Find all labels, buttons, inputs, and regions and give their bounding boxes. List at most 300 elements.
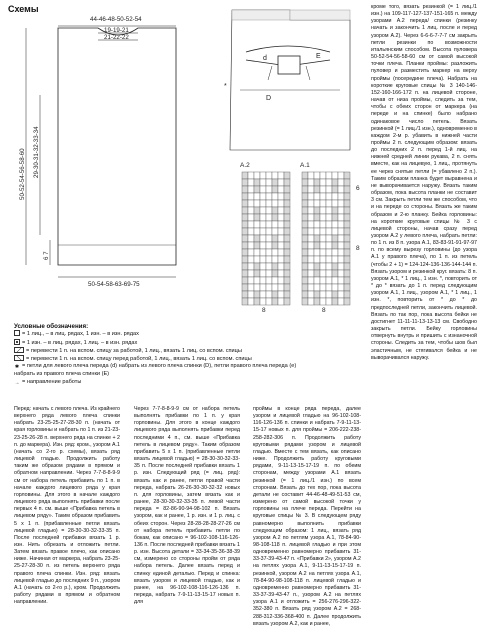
chart-cell — [332, 214, 338, 221]
chart-cell — [248, 172, 254, 179]
chart-cell — [326, 277, 332, 284]
chart-cell — [242, 193, 248, 200]
chart-cell — [320, 228, 326, 235]
chart-cell — [308, 200, 314, 207]
chart-cell — [338, 193, 344, 200]
chart-cell — [260, 256, 266, 263]
chart-cell — [248, 235, 254, 242]
chart-cell — [344, 291, 350, 298]
schemes-title: Схемы — [8, 4, 39, 14]
chart-cell — [260, 200, 266, 207]
chart-cell — [248, 270, 254, 277]
chart-cell — [308, 172, 314, 179]
chart-cell — [254, 277, 260, 284]
chart-cell — [302, 172, 308, 179]
chart-cell — [278, 298, 284, 305]
chart-cell — [242, 270, 248, 277]
chart-cell — [260, 221, 266, 228]
chart-cell — [284, 291, 290, 298]
chart-cell — [278, 277, 284, 284]
chart-cell — [242, 172, 248, 179]
chart-cell — [272, 256, 278, 263]
chart-cell — [338, 207, 344, 214]
chart-cell — [338, 256, 344, 263]
chart-cell — [314, 228, 320, 235]
chart-cell — [242, 263, 248, 270]
chart-cell — [278, 193, 284, 200]
chart-cell — [278, 186, 284, 193]
chart-cell — [272, 270, 278, 277]
instructions-column-1: Перед: начать с левого плеча. Из крайнего верхнего ряда левого плеча спинки набрать 23-25-25-27-28-30 п. (начать от края горловины и набрать по 1 п. из 21-23-23-25-26-28 п. верхнего ряда на спинке + 2 п. до маркера). Изн. ряд: кром., узором А.1 (начать со 2-го р. схемы), вязать ряд лицевой гладью. Продолжить работу таким же образом рядами в прямом и обратном направлении. Через 7-7-8-8-9-9 см от набора петель прибавить по 1 п. в начале каждого лицевого ряда у края горловины. Для этого в начале каждого лицевого ряда выполнять прибавки после первых 4 п. см. выше «Прибавка петель в лицевом ряду». Таким образом прибавить 5 х 1 п. (прибавленные петли вязать лицевой гладью) = 28-30-30-32-33-35 п. После последней прибавки вязать 1 р. изн. Нить обрезать и отложить петли. Затем вязать правое плечо, как описано ниже. Начиная от маркера, набрать 23-25-25-27-28-30 п. из петель верхнего ряда правого плеча спинки. Изн. ряд: вязать лицевой гладью до последних 9 п., узором А.1 (начать со 2-го р.), кром. Продолжить работу рядами в прямом и обратном направлении. — [14, 406, 120, 606]
chart-cell — [278, 228, 284, 235]
chart-cell — [302, 249, 308, 256]
yoke-label-e: E — [316, 53, 321, 60]
chart-cell — [266, 214, 272, 221]
chart-cell — [320, 284, 326, 291]
chart-cell — [308, 235, 314, 242]
chart-cell — [326, 270, 332, 277]
chart-cell — [308, 256, 314, 263]
chart-cell — [278, 214, 284, 221]
chart-cell — [332, 284, 338, 291]
chart-cell — [266, 221, 272, 228]
chart-cell — [272, 242, 278, 249]
chart-cell — [242, 249, 248, 256]
chart-a2-width: 8 — [262, 307, 266, 314]
chart-cell — [260, 193, 266, 200]
chart-cell — [302, 277, 308, 284]
chart-cell — [266, 172, 272, 179]
chart-cell — [320, 242, 326, 249]
chart-cell — [332, 221, 338, 228]
chart-cell — [320, 298, 326, 305]
chart-cell — [326, 235, 332, 242]
chart-cell — [314, 214, 320, 221]
chart-cell — [242, 179, 248, 186]
bottom-width: 50-54-58-63-69-75 — [88, 281, 140, 288]
top-measure: 44-46-48-50-52-54 — [90, 16, 142, 23]
chart-cell — [338, 284, 344, 291]
instructions-column-3: проймы в конце ряда переда, далее узором и лицевой гладью на 96-102-108-116-126-136 п. спинки и набрать 7-9-11-13-15-17 новых п. для проймы = 206-222-238-258-282-306 п. Продолжить работу круговыми рядами узором и лицевой гладью. Вместе с тем вязать, как описано ниже. Продолжить работу круговыми рядами, 9-11-13-15-17-19 п. по обеим сторонам, между узорами А.1 вязать резинкой (= 1 лиц./1 изн.) по всем сторонам. Вязать до тех пор, пока высота детали не составит 44-46-48-49-51-53 см, измерено от самой высокой точки у горловины на плече переда. Перейти на круговые спицы № 3. В следующем ряду равномерно выполнить прибавки следующим образом: 1 лиц., вязать ряд узором А.2 по петлям узора А.1, 78-84-90-98-108-118 п. лицевой гладью и при этом одновременно равномерно прибавить 31-33-37-39-43-47 п. «Прибавки 2», узором А.2 на петлях узора А.1, 9-11-13-15-17-19 п. резинкой, узором А.2 на петлях узора А.1, 78-84-90-98-108-118 п. лицевой гладью и одновременно равномерно прибавить 31-33-37-39-43-47 п., узором А.2 на петлях узора А.1 и отложить = 256-276-296-322-352-380 п. Вязать ряд узором А.2 = 268-288-312-336-368-400 п. Далее продолжить вязать узором А.2, как и ранее, — [253, 406, 361, 627]
chart-cell — [242, 200, 248, 207]
chart-cell — [272, 186, 278, 193]
chart-cell — [260, 298, 266, 305]
arrow-right-icon: → — [14, 379, 20, 386]
chart-cell — [338, 298, 344, 305]
chart-cell — [242, 277, 248, 284]
chart-cell — [254, 214, 260, 221]
chart-cell — [248, 186, 254, 193]
chart-cell — [254, 235, 260, 242]
chart-cell — [344, 284, 350, 291]
chart-cell — [326, 221, 332, 228]
chart-cell — [326, 256, 332, 263]
chart-cell — [332, 172, 338, 179]
chart-cell — [254, 270, 260, 277]
chart-cell — [248, 200, 254, 207]
chart-cell — [320, 256, 326, 263]
chart-cell — [266, 277, 272, 284]
chart-cell — [332, 263, 338, 270]
cable-front-icon — [14, 355, 24, 361]
chart-cell — [344, 186, 350, 193]
chart-cell — [344, 228, 350, 235]
chart-cell — [314, 270, 320, 277]
chart-cell — [266, 242, 272, 249]
chart-cell — [242, 298, 248, 305]
chart-cell — [254, 221, 260, 228]
chart-cell — [332, 228, 338, 235]
chart-cell — [320, 214, 326, 221]
chart-cell — [278, 235, 284, 242]
chart-cell — [272, 221, 278, 228]
chart-cell — [260, 228, 266, 235]
chart-cell — [314, 179, 320, 186]
chart-cell — [260, 214, 266, 221]
chart-cell — [314, 277, 320, 284]
chart-cell — [326, 193, 332, 200]
chart-a1-width: 8 — [322, 307, 326, 314]
neck-measure-1: 19-19-21 — [104, 27, 129, 34]
chart-cell — [248, 277, 254, 284]
chart-cell — [272, 172, 278, 179]
chart-cell — [308, 228, 314, 235]
chart-cell — [284, 298, 290, 305]
chart-cell — [266, 179, 272, 186]
chart-cell — [308, 249, 314, 256]
chart-cell — [260, 207, 266, 214]
chart-cell — [260, 186, 266, 193]
chart-cell — [302, 235, 308, 242]
chart-cell — [338, 186, 344, 193]
chart-cell — [302, 179, 308, 186]
legend-title: Условные обозначения: — [14, 323, 89, 330]
chart-cell — [332, 207, 338, 214]
chart-cell — [332, 186, 338, 193]
chart-cell — [308, 179, 314, 186]
chart-cell — [284, 249, 290, 256]
chart-cell — [320, 179, 326, 186]
chart-cell — [344, 249, 350, 256]
chart-cell — [242, 228, 248, 235]
chart-cell — [284, 256, 290, 263]
chart-cell — [272, 214, 278, 221]
chart-cell — [326, 298, 332, 305]
chart-cell — [284, 172, 290, 179]
chart-cell — [278, 270, 284, 277]
chart-cell — [242, 284, 248, 291]
chart-a1-grid — [302, 172, 350, 305]
chart-cell — [326, 249, 332, 256]
chart-cell — [278, 263, 284, 270]
chart-cell — [302, 284, 308, 291]
chart-cell — [284, 284, 290, 291]
chart-cell — [332, 193, 338, 200]
chart-cell — [308, 263, 314, 270]
chart-cell — [332, 249, 338, 256]
legend-item-pickup: ✱ = петли для левого плеча переда (d) набрать из левого плеча спинки (D), петли правого плеча переда (e) набрать из правого плеча спинки (E) — [14, 363, 297, 378]
chart-cell — [320, 200, 326, 207]
chart-cell — [272, 179, 278, 186]
chart-cell — [272, 235, 278, 242]
chart-cell — [314, 200, 320, 207]
cable-back-icon — [14, 347, 24, 353]
chart-cell — [326, 284, 332, 291]
chart-cell — [272, 263, 278, 270]
chart-cell — [278, 207, 284, 214]
chart-cell — [320, 291, 326, 298]
chart-cell — [302, 207, 308, 214]
chart-cell — [260, 242, 266, 249]
chart-cell — [320, 235, 326, 242]
chart-cell — [302, 256, 308, 263]
chart-cell — [266, 270, 272, 277]
chart-cell — [344, 242, 350, 249]
chart-cell — [266, 249, 272, 256]
chart-cell — [284, 228, 290, 235]
chart-cell — [260, 277, 266, 284]
chart-cell — [260, 263, 266, 270]
chart-cell — [254, 207, 260, 214]
chart-cell — [284, 221, 290, 228]
chart-cell — [314, 221, 320, 228]
chart-cell — [332, 200, 338, 207]
chart-cell — [326, 172, 332, 179]
chart-cell — [338, 270, 344, 277]
chart-cell — [260, 179, 266, 186]
chart-cell — [272, 284, 278, 291]
chart-cell — [272, 291, 278, 298]
chart-cell — [248, 256, 254, 263]
chart-cell — [254, 186, 260, 193]
chart-cell — [284, 179, 290, 186]
chart-a1-side-top: 6 — [356, 185, 360, 192]
knit-symbol-icon — [14, 330, 20, 336]
yoke-schematic — [210, 0, 370, 160]
chart-cell — [314, 298, 320, 305]
chart-cell — [344, 277, 350, 284]
yoke-label-d: d — [263, 55, 267, 62]
chart-cell — [284, 277, 290, 284]
chart-cell — [254, 242, 260, 249]
chart-cell — [302, 228, 308, 235]
chart-cell — [308, 277, 314, 284]
purl-symbol-icon — [14, 339, 20, 345]
chart-cell — [320, 193, 326, 200]
chart-a2-grid — [242, 172, 290, 305]
chart-cell — [314, 284, 320, 291]
chart-cell — [266, 263, 272, 270]
chart-cell — [332, 270, 338, 277]
chart-cell — [344, 193, 350, 200]
chart-cell — [344, 179, 350, 186]
chart-cell — [248, 207, 254, 214]
chart-cell — [338, 249, 344, 256]
chart-cell — [308, 186, 314, 193]
chart-cell — [320, 249, 326, 256]
chart-cell — [302, 263, 308, 270]
chart-cell — [242, 235, 248, 242]
chart-cell — [338, 263, 344, 270]
chart-a1-label: A.1 — [300, 162, 310, 169]
chart-cell — [254, 200, 260, 207]
chart-cell — [242, 221, 248, 228]
chart-cell — [344, 270, 350, 277]
chart-cell — [320, 270, 326, 277]
chart-cell — [314, 186, 320, 193]
chart-cell — [266, 193, 272, 200]
chart-cell — [332, 291, 338, 298]
chart-cell — [344, 207, 350, 214]
chart-cell — [302, 186, 308, 193]
chart-cell — [308, 214, 314, 221]
chart-cell — [344, 235, 350, 242]
chart-cell — [302, 214, 308, 221]
chart-cell — [314, 291, 320, 298]
chart-cell — [338, 228, 344, 235]
chart-cell — [254, 249, 260, 256]
left-inner-measure: 29-30-31-32-33-34 — [33, 126, 40, 178]
chart-cell — [278, 200, 284, 207]
chart-cell — [272, 277, 278, 284]
chart-cell — [332, 179, 338, 186]
chart-cell — [344, 172, 350, 179]
instructions-column-right: кроме того, вязать резинкой (= 1 лиц./1 изн.) на 109-117-127-137-151-165 п. между узорами А.2 переда/ спинки (резинку начать и закончить 1 лиц. после и перед узором А.2). Через 6-6-6-7-7-7 см закрыть петли резинки по возможности итальянским способом. Высота пуловера 50-52-54-56-58-60 см от самой высокой точки плеча. Планки проймы: разложить пуловер и разместить маркер на верху проймы (посередине плеча). Набрать на короткие круговые спицы № 3 140-146-152-160-166-172 п. на лицевой стороне, начав от низа проймы, следить за тем, чтобы с обеих сторон от маркера (на переде и на спинке) было набрано одинаковое число петель. Вязать резинкой (= 1 лиц./1 изн.), одновременно в каждом 2-м р. убавить в нижней части проймы 2 п. следующим образом: вязать до последних 2 п. перед 1-й лиц. на нижней средней линии рукава, 2 п. снять вместе, как на лицевую, 1 лиц., протянуть ее через снятые петли (= убавлено 2 п.). Таким образом планка будет выравнена и не выворачивается наружу. Вязать таким образом, пока высота планки не составит 3 см. Закрыть петли тем же способом, что и на переде со стороны. Вязать же таким образом и 2-ю планку. Бейка горловины: на короткие круговые спицы № 3 с лицевой стороны, начав сразу перед узором А.2 у левого плеча, набрать петли: по 1 п. из 8 п. узора А.1, 83-83-91-91-97-97 п. по всему вырезу горловины (до узора А.1 у правого плеча), по 1 п. из петель (чтобы 2 + 1) = 124-124-136-136-144-144 п. Вязать узором и резинкой круг. вязать: 8 п. узором А.1, * 1 лиц., 1 изн. *, повторить от * до * вязать до 1 п. перед следующим узором А.1, 1 лиц., узором А.1, * 1 лиц., 1 изн. *, повторить от * до * до предпоследней петли, закончить лицевой. Вязать по так пор, пока высота бейки не достигнет 11-11-11-13-13-13 см. Свободно закрыть петли. Бейку горловины отвернуть внутрь и пришить с изнаночной стороны. Следить за тем, чтобы шов был эластичным, не стягивался бейка и не выворачивался наружу. — [371, 4, 477, 361]
chart-cell — [308, 270, 314, 277]
chart-cell — [284, 193, 290, 200]
chart-cell — [266, 207, 272, 214]
chart-cell — [284, 207, 290, 214]
chart-cell — [284, 214, 290, 221]
chart-cell — [260, 235, 266, 242]
chart-cell — [260, 249, 266, 256]
chart-cell — [314, 242, 320, 249]
chart-cell — [272, 207, 278, 214]
chart-cell — [338, 291, 344, 298]
chart-cell — [248, 298, 254, 305]
chart-cell — [260, 291, 266, 298]
chart-cell — [308, 291, 314, 298]
chart-cell — [332, 242, 338, 249]
left-outer-measure: 50-52-54-56-58-60 — [19, 148, 26, 200]
chart-cell — [338, 214, 344, 221]
chart-cell — [254, 284, 260, 291]
chart-cell — [278, 291, 284, 298]
chart-cell — [248, 284, 254, 291]
chart-cell — [278, 284, 284, 291]
chart-cell — [338, 242, 344, 249]
chart-cell — [344, 200, 350, 207]
chart-cell — [308, 221, 314, 228]
chart-cell — [314, 263, 320, 270]
chart-cell — [278, 256, 284, 263]
left-bottom-measure: 6 7 — [43, 251, 50, 260]
chart-cell — [326, 242, 332, 249]
chart-cell — [248, 263, 254, 270]
chart-cell — [314, 235, 320, 242]
yoke-label-D: D — [266, 95, 272, 102]
chart-cell — [320, 172, 326, 179]
chart-cell — [338, 235, 344, 242]
chart-cell — [278, 179, 284, 186]
chart-cell — [332, 256, 338, 263]
chart-cell — [326, 228, 332, 235]
legend-item-direction: → = направление работы — [14, 378, 82, 386]
chart-cell — [272, 249, 278, 256]
chart-cell — [338, 200, 344, 207]
chart-cell — [242, 207, 248, 214]
chart-cell — [260, 172, 266, 179]
chart-a2-label: A.2 — [240, 162, 250, 169]
chart-cell — [266, 228, 272, 235]
chart-cell — [254, 263, 260, 270]
chart-cell — [272, 200, 278, 207]
chart-cell — [260, 284, 266, 291]
body-schematic — [0, 0, 210, 310]
chart-cell — [284, 186, 290, 193]
chart-cell — [242, 242, 248, 249]
chart-cell — [344, 256, 350, 263]
chart-cell — [344, 221, 350, 228]
chart-cell — [242, 256, 248, 263]
chart-cell — [272, 228, 278, 235]
chart-cell — [248, 221, 254, 228]
chart-cell — [266, 298, 272, 305]
chart-cell — [266, 200, 272, 207]
chart-cell — [320, 277, 326, 284]
chart-cell — [284, 242, 290, 249]
chart-cell — [332, 235, 338, 242]
legend-item-knit: = 1 лиц., – в лиц. рядах, 1 изн. – в изн. рядах — [14, 330, 314, 338]
chart-cell — [248, 193, 254, 200]
chart-cell — [254, 172, 260, 179]
chart-cell — [254, 291, 260, 298]
chart-cell — [284, 270, 290, 277]
chart-cell — [344, 298, 350, 305]
chart-cell — [266, 256, 272, 263]
chart-cell — [314, 207, 320, 214]
chart-cell — [326, 214, 332, 221]
chart-cell — [278, 172, 284, 179]
chart-cell — [314, 249, 320, 256]
chart-cell — [314, 172, 320, 179]
chart-cell — [248, 291, 254, 298]
legend — [14, 323, 314, 387]
chart-cell — [278, 221, 284, 228]
chart-cell — [248, 214, 254, 221]
legend-item-purl: = 1 изн. – в лиц. рядах, 1 лиц. – в изн. рядах — [14, 339, 314, 347]
chart-cell — [302, 200, 308, 207]
chart-cell — [320, 263, 326, 270]
chart-cell — [338, 221, 344, 228]
chart-cell — [314, 256, 320, 263]
chart-cell — [284, 263, 290, 270]
chart-cell — [302, 221, 308, 228]
chart-cell — [254, 298, 260, 305]
chart-cell — [326, 200, 332, 207]
chart-cell — [248, 179, 254, 186]
chart-cell — [266, 186, 272, 193]
chart-cell — [272, 193, 278, 200]
chart-cell — [302, 270, 308, 277]
instructions-column-2: Через 7-7-8-8-9-9 см от набора петель выполнять прибавки по 1 п. у края горловины. Для этого в конце каждого лицевого ряда выполнять прибавки перед последними 4 п., см. выше «Прибавка петель в лицевом ряду». Таким образом прибавить 5 х 1 п. (прибавленные петли вязать лицевой гладью) = 28-30-30-32-33-35 п. После последней прибавки вязать 1 р. изн. Следующий ряд (= лиц. ряд): вязать как и ранее, петли правой части переда, набрать 26-26-30-30-32-32 новых п. для горловины, затем вязать как и ранее, 28-30-30-32-33-35 п. левой части переда = 82-86-90-94-98-102 п. Вязать узором, как и ранее, 1 р. изн. и 1 р. лиц. с обеих сторон. Через 28-28-28-28-27-26 см от набора петель прибавить петли по бокам, как описано = 96-102-108-116-126-136 п. После последней прибавки вязать 1 р. изн. Высота детали = 33-34-35-36-38-39 см, измерено со стороны пройм от ряда набора петель. Далее вязать перед и спинку единой деталью. Перед и спинка: вязать узором и лицевой гладью, как и ранее, на 96-102-108-116-126-136 п. переда, набрать 7-9-11-13-15-17 новых п. для — [134, 406, 240, 606]
chart-cell — [332, 298, 338, 305]
chart-cell — [308, 298, 314, 305]
chart-cell — [266, 284, 272, 291]
chart-cell — [254, 256, 260, 263]
chart-cell — [314, 193, 320, 200]
body-outline — [58, 28, 176, 265]
